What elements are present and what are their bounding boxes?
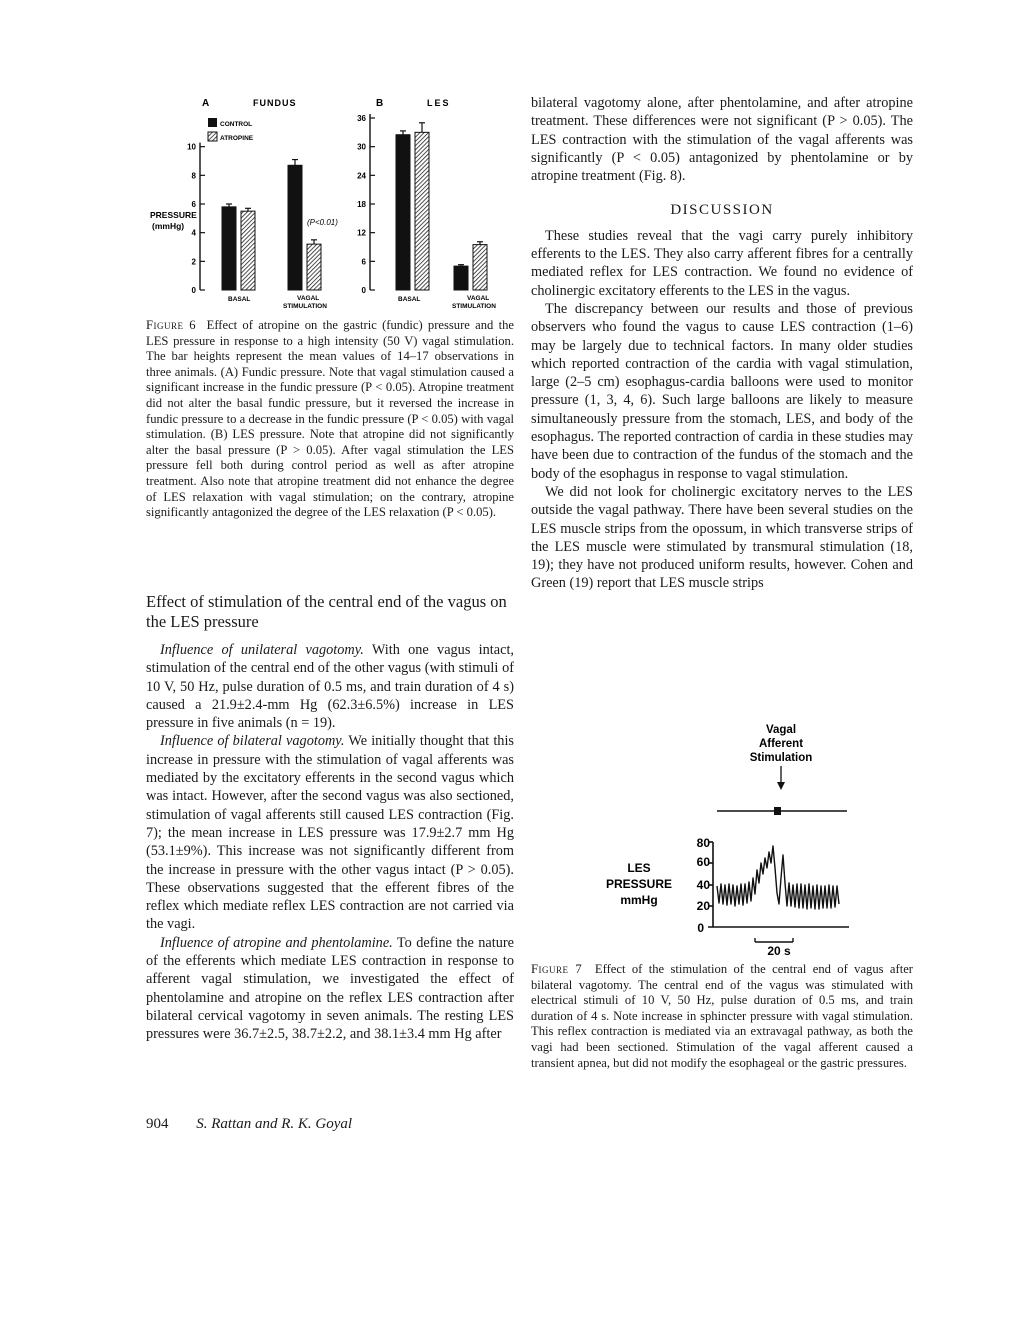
paragraph-bilateral: [146, 732, 514, 933]
panel-a-bar-atropine-vagal: [307, 244, 321, 290]
fig7-ylabel-line1: LES: [627, 861, 651, 875]
fig7-stimulus-marker: [717, 807, 847, 815]
fig7-scale-label: 20 s: [767, 944, 791, 958]
panel-a-title: FUNDUS: [253, 98, 297, 108]
discussion-paragraph-2: The discrepancy between our results and those of previous observers who found the vagus to cause LES contraction (1–6) may be largely due to technical factors. In many older studies which reported contraction of the cardia with vagal stimulation, large (2–5 cm) esophagus-cardia balloons were used to monitor pressure (1, 3, 4, 6). Such large balloons are likely to measure simultaneously pressure from the stomach, LES, and body of the esophagus. The reported contraction of cardia in these studies may have been due to contraction of the fundus of the stomach and the body of the esophagus in response to vagal stimulation.: [531, 300, 913, 482]
fig6-ylabel-line2: (mmHg): [152, 221, 185, 231]
legend-control-swatch: [208, 118, 217, 127]
panel-b-ytick-label: 0: [361, 286, 366, 295]
right-column-text: [531, 94, 913, 593]
panel-b-title: LES: [427, 98, 451, 108]
page-footer: [146, 1116, 352, 1133]
figure-6-caption: [146, 318, 514, 521]
paragraph-atropine-head: Influence of atropine and phentolamine.: [160, 934, 393, 951]
fig7-pressure-trace: [717, 846, 839, 909]
paragraph-unilateral-body: With one vagus intact, stimulation of the central end of the other vagus (with stimuli of 10 V, 50 Hz, pulse duration of 0.5 ms, and train duration of 4 s) caused a 21.9±2.4-mm Hg (62.3±6.5%) increase in LES pressure in five animals (n = 19).: [146, 642, 514, 732]
paragraph-bilateral-body: We initially thought that this increase in pressure with the stimulation of vagal afferents was mediated by the excitatory efferents in the second vagus which was intact. However, after the second vagus was also sectioned, stimulation of vagal afferents still caused LES contraction (Fig. 7); the mean increase in LES pressure was 17.9±2.7 mm Hg (53.1±9%). This increase was not significantly different from the increase in pressure with the other vagus intact (P > 0.05). These observations suggested that the efferent fibres of the reflex which mediate reflex LES contraction are not carried via the vagi.: [146, 733, 514, 933]
fig7-ylabel-line3: mmHg: [620, 893, 658, 907]
paragraph-atropine: [146, 934, 514, 1044]
paragraph-unilateral-head: Influence of unilateral vagotomy.: [160, 642, 364, 658]
panel-b-ytick-label: 36: [357, 114, 366, 123]
fig6-sig-label: (P<0.01): [307, 218, 338, 227]
figure-6-caption-label: Figure 6: [146, 318, 197, 332]
fig6-ylabel-line1: PRESSURE: [150, 210, 197, 220]
panel-b-ytick-label: 24: [357, 171, 366, 181]
fig7-ylabel-line2: PRESSURE: [605, 877, 673, 891]
panel-b-bar-atropine-vagal: [473, 245, 487, 290]
legend-atropine-swatch: [208, 132, 217, 141]
fig7-arrow: [777, 766, 785, 790]
page-number: 904: [146, 1116, 169, 1132]
panel-a-ytick-label: 8: [191, 171, 196, 181]
fig7-scale-bar: [755, 938, 793, 942]
left-column-text: [146, 592, 514, 1044]
panel-b-bar-control-basal: [396, 135, 410, 290]
discussion-heading: DISCUSSION: [670, 202, 774, 219]
legend-atropine-label: ATROPINE: [220, 135, 254, 142]
panel-b-xlabel-stim: STIMULATION: [452, 303, 496, 310]
figure-6: [150, 88, 520, 313]
panel-a-ytick-label: 0: [191, 286, 196, 295]
figure-7-caption-text: Effect of the stimulation of the central end of vagus after bilateral vagotomy. The central end of the vagus was stimulated with electrical stimuli of 10 V, 50 Hz, pulse duration of 0.5 ms, and train duration of 4 s. Note increase in sphincter pressure with vagal stimulation. This reflex contraction is mediated via an extravagal pathway, as both the vagi had been sectioned. Stimulation of the vagal afferent caused a transient apnea, but did not modify the esophageal or the gastric pressures.: [531, 962, 913, 1070]
figure-7-caption-label: Figure 7: [531, 962, 583, 976]
paragraph-continued: bilateral vagotomy alone, after phentolamine, and after atropine treatment. These differences were not significant (P > 0.05). The LES contraction with the stimulation of the vagal afferents was significantly (P < 0.05) antagonized by phentolamine or by atropine treatment (Fig. 8).: [531, 95, 913, 185]
paragraph-unilateral: [146, 641, 514, 732]
fig7-title-line1: Vagal: [765, 724, 797, 736]
panel-b-letter: B: [376, 98, 384, 109]
fig7-ytick-0: 0: [697, 921, 704, 935]
panel-a-bar-control-basal: [222, 207, 236, 290]
fig7-ytick-80: 80: [696, 836, 710, 850]
fig7-title-line3: Stimulation: [749, 752, 813, 764]
paragraph-bilateral-head: Influence of bilateral vagotomy.: [160, 733, 345, 750]
panel-a-ytick-label: 2: [191, 257, 196, 267]
panel-a-letter: A: [202, 98, 210, 109]
panel-b-xlabel-vagal: VAGAL: [467, 295, 490, 302]
panel-b-bar-control-vagal: [454, 266, 468, 290]
discussion-paragraph-1: These studies reveal that the vagi carry purely inhibitory efferents to the LES. They also carry afferent fibres for a centrally mediated reflex for LES contraction. We found no evidence of cholinergic excitatory efferents to the LES in the vagus.: [531, 227, 913, 299]
panel-a-xlabel-basal: BASAL: [228, 296, 251, 303]
panel-b-ytick-label: 12: [357, 228, 366, 238]
panel-b-ytick-label: 30: [357, 142, 366, 152]
figure-6-caption-text: Effect of atropine on the gastric (fundic) pressure and the LES pressure in response to a high intensity (50 V) vagal stimulation. The bar heights represent the mean values of 14–17 observations in three animals. (A) Fundic pressure. Note that vagal stimulation caused a significant increase in the fundic pressure (P < 0.05). Atropine treatment did not alter the basal fundic pressure, but it reversed the increase in fundic pressure to a decrease in the fundic pressure (P < 0.05) with vagal stimulation. (B) LES pressure. Note that atropine did not significantly alter the basal pressure (P > 0.05). After vagal stimulation the LES pressure fell both during control period as well as after atropine treatment. Also note that atropine treatment did not enhance the degree of LES relaxation with vagal stimulation; on the contrary, atropine significantly antagonized the degree of the LES relaxation (P < 0.05).: [146, 318, 514, 520]
panel-a-xlabel-stim: STIMULATION: [283, 303, 327, 310]
section-heading: Effect of stimulation of the central end of the vagus on the LES pressure: [146, 592, 507, 631]
figure-7: [595, 718, 860, 958]
figure-7-caption: [531, 962, 913, 1071]
panel-b-xlabel-basal: BASAL: [398, 296, 421, 303]
panel-b-ytick-label: 18: [357, 200, 366, 209]
panel-a-xlabel-vagal: VAGAL: [297, 295, 320, 302]
panel-a-ytick-label: 4: [191, 228, 196, 238]
panel-a-ytick-label: 10: [187, 142, 196, 152]
panel-b-bar-atropine-basal: [415, 132, 429, 290]
footer-authors: S. Rattan and R. K. Goyal: [196, 1116, 353, 1132]
fig7-ytick-40: 40: [696, 878, 710, 892]
fig7-title-line2: Afferent: [758, 738, 804, 750]
legend-control-label: CONTROL: [220, 121, 253, 128]
panel-a-bar-atropine-basal: [241, 211, 255, 290]
fig7-ytick-60: 60: [696, 855, 710, 869]
panel-a-ytick-label: 6: [191, 200, 196, 209]
fig7-ytick-20: 20: [696, 899, 710, 913]
paragraph-atropine-body: To define the nature of the efferents which mediate LES contraction in response to afferent vagal stimulation, we investigated the effect of phentolamine and atropine on the reflex LES contraction after bilateral cervical vagotomy in seven animals. The resting LES pressures were 36.7±2.5, 38.7±2.2, and 38.1±3.4 mm Hg after: [146, 934, 514, 1043]
panel-a-bar-control-vagal: [288, 165, 302, 290]
panel-b-ytick-label: 6: [361, 257, 366, 267]
discussion-paragraph-3: We did not look for cholinergic excitatory nerves to the LES outside the vagal pathway. There have been several studies on the LES muscle strips from the opossum, in which transverse strips of the LES muscle were stimulated by transmural stimulation (18, 19); they have not produced uniform results, however. Cohen and Green (19) report that LES muscle strips: [531, 483, 913, 592]
